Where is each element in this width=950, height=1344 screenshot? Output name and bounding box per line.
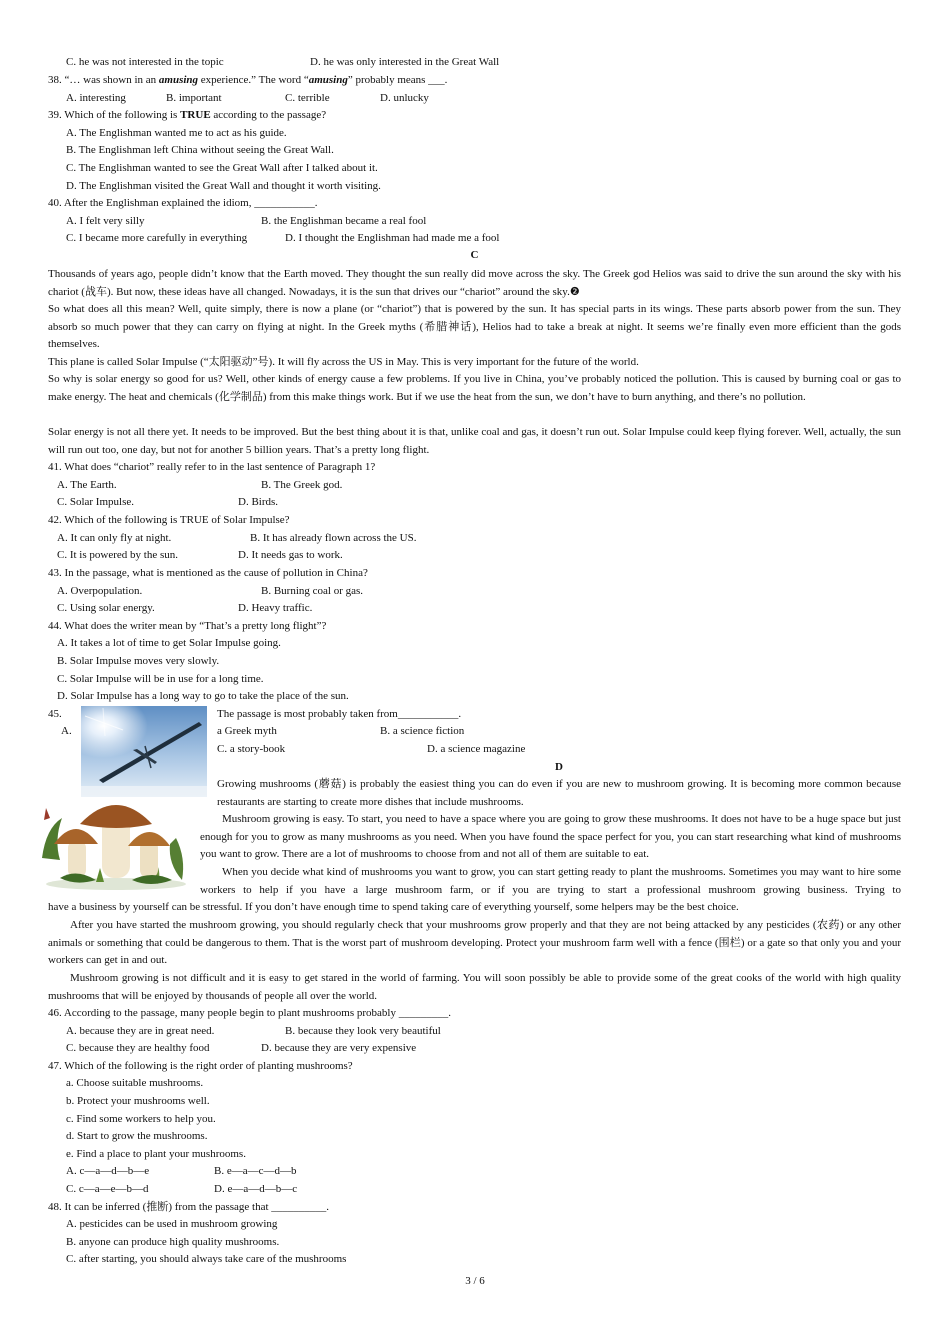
- passage-c-paragraph-2: So what does all this mean? Well, quite simply, there is now a plane (or “chariot”) that is powered by the sun. It has special parts in its wings. These parts absorb power from the sun. They absorb so much power that they can carry on flying at night. In the Greek myths (希腊神话), Helios had to take a break at night. It seems we’re finally even more efficient than the gods themselves.: [48, 303, 901, 351]
- q46-option-c: C. because they are healthy food: [66, 1042, 210, 1054]
- q44-option-c: C. Solar Impulse will be in use for a long time.: [57, 673, 264, 685]
- q48-stem: 48. It can be inferred (推断) from the passage that __________.: [48, 1201, 330, 1213]
- q46-option-d: D. because they are very expensive: [261, 1042, 417, 1054]
- passage-d-heading: D: [555, 761, 563, 773]
- q41-option-c: C. Solar Impulse.: [57, 496, 134, 508]
- q40-option-c: C. I became more carefully in everything: [66, 232, 248, 244]
- q48-option-b: B. anyone can produce high quality mushrooms.: [66, 1236, 280, 1248]
- q47-step-e: e. Find a place to plant your mushrooms.: [66, 1148, 246, 1160]
- q42-option-d: D. It needs gas to work.: [238, 549, 343, 561]
- q43-option-c: C. Using solar energy.: [57, 602, 155, 614]
- passage-c-paragraph-4: So why is solar energy so good for us? Well, other kinds of energy cause a few problems. If you live in China, you’ve probably noticed the pollution. This is caused by burning coal or gas to make energy. The heat and chemicals (化学制品) from this make things work. But if we use the heat from the sun, we don’t have to burn anything, and there’s no pollution.: [48, 373, 901, 403]
- passage-d-paragraph-4: After you have started the mushroom growing, you should regularly check that your mushrooms grow properly and that they are not being attacked by any pesticides (农药) or any other animals or something that could be dangerous to them. That is the worst part of mushroom developing. Protect your mushroom farm well with a fence (围栏) or a gate so that only you and your workers can get in and out.: [48, 919, 901, 967]
- passage-d-paragraph-3: When you decide what kind of mushrooms you want to grow, you can start getting ready to plant the mushrooms. Sometimes you may want to hire some workers to help if you have a large mushroom farm, or if you are trying to start a professional mushroom growing business. Trying to: [200, 866, 901, 896]
- q45-option-b: B. a science fiction: [380, 725, 465, 737]
- q38-stem: 38. “… was shown in an amusing experience.” The word “amusing” probably means ___.: [48, 74, 448, 86]
- q41-option-a: A. The Earth.: [57, 479, 117, 491]
- passage-c-paragraph-1: Thousands of years ago, people didn’t know that the Earth moved. They thought the sun really did move across the sky. The Greek god Helios was said to drive the sun around the sky with his chariot (战车). But now, these ideas have all changed. Nowadays, it is the sun that drives our “chariot” around the sky.❷: [48, 268, 901, 298]
- passage-d-paragraph-1: Growing mushrooms (蘑菇) is probably the easiest thing you can do even if you are new to mushroom growing. It is becoming more common because restaurants are starting to create more dishes that include mushrooms.: [217, 778, 901, 808]
- q40-option-a: A. I felt very silly: [66, 215, 145, 227]
- q39-option-a: A. The Englishman wanted me to act as his guide.: [66, 127, 287, 139]
- q42-option-b: B. It has already flown across the US.: [250, 532, 417, 544]
- q41-option-b: B. The Greek god.: [261, 479, 343, 491]
- q38-option-a: A. interesting: [66, 92, 126, 104]
- q43-stem: 43. In the passage, what is mentioned as the cause of pollution in China?: [48, 567, 368, 579]
- q38-option-d: D. unlucky: [380, 92, 429, 104]
- q46-stem: 46. According to the passage, many people begin to plant mushrooms probably _________.: [48, 1007, 451, 1019]
- q47-option-c: C. c—a—e—b—d: [66, 1183, 149, 1195]
- q45-number: 45.: [48, 708, 62, 720]
- q40-option-d: D. I thought the Englishman had made me a fool: [285, 232, 500, 244]
- q47-step-a: a. Choose suitable mushrooms.: [66, 1077, 204, 1089]
- mushroom-image: [36, 788, 194, 892]
- passage-d-paragraph-2: Mushroom growing is easy. To start, you need to have a space where you are going to grow these mushrooms. It does not have to be a huge space but just enough for you to grow as many mushrooms as you need. When you have found the space perfect for you, you can start researching what kind of mushrooms you want to grow. There are a lot of mushrooms to choose from and not all of them are suitable to eat.: [200, 813, 901, 861]
- q48-option-a: A. pesticides can be used in mushroom growing: [66, 1218, 278, 1230]
- passage-c-paragraph-5: Solar energy is not all there yet. It needs to be improved. But the best thing about it is that, unlike coal and gas, it doesn’t run out. Solar Impulse could keep flying forever. Well, actually, the sun will run out too, one day, but not for another 5 billion years. That’s a pretty long flight.: [48, 426, 901, 456]
- q39-option-c: C. The Englishman wanted to see the Great Wall after I talked about it.: [66, 162, 378, 174]
- q37-option-d: D. he was only interested in the Great Wall: [310, 56, 500, 68]
- q47-step-d: d. Start to grow the mushrooms.: [66, 1130, 208, 1142]
- q39-option-d: D. The Englishman visited the Great Wall and thought it worth visiting.: [66, 180, 381, 192]
- q47-option-d: D. e—a—d—b—c: [214, 1183, 298, 1195]
- q37-option-c: C. he was not interested in the topic: [66, 56, 224, 68]
- q47-stem: 47. Which of the following is the right order of planting mushrooms?: [48, 1060, 353, 1072]
- q46-option-a: A. because they are in great need.: [66, 1025, 215, 1037]
- q39-stem: 39. Which of the following is TRUE according to the passage?: [48, 109, 327, 121]
- q45-stem: The passage is most probably taken from___________.: [217, 708, 462, 720]
- q47-step-c: c. Find some workers to help you.: [66, 1113, 216, 1125]
- q39-option-b: B. The Englishman left China without seeing the Great Wall.: [66, 144, 334, 156]
- q47-option-b: B. e—a—c—d—b: [214, 1165, 297, 1177]
- q45-option-c: C. a story-book: [217, 743, 286, 755]
- q41-stem: 41. What does “chariot” really refer to in the last sentence of Paragraph 1?: [48, 461, 376, 473]
- q44-stem: 44. What does the writer mean by “That’s a pretty long flight”?: [48, 620, 327, 632]
- q45-option-a-label: A.: [61, 725, 72, 737]
- passage-d-paragraph-5: Mushroom growing is not difficult and it is easy to get stared in the world of farming. You will soon possibly be able to provide some of the great cooks of the world with high quality mushrooms that will be enjoyed by thousands of people all over the world.: [48, 972, 901, 1002]
- q48-option-c: C. after starting, you should always take care of the mushrooms: [66, 1253, 347, 1265]
- q42-option-a: A. It can only fly at night.: [57, 532, 172, 544]
- q38-option-b: B. important: [166, 92, 222, 104]
- q44-option-b: B. Solar Impulse moves very slowly.: [57, 655, 220, 667]
- q44-option-d: D. Solar Impulse has a long way to go to take the place of the sun.: [57, 690, 349, 702]
- q40-stem: 40. After the Englishman explained the idiom, ___________.: [48, 197, 318, 209]
- q44-option-a: A. It takes a lot of time to get Solar Impulse going.: [57, 637, 281, 649]
- passage-c-heading: C: [470, 249, 479, 261]
- q47-step-b: b. Protect your mushrooms well.: [66, 1095, 210, 1107]
- q47-option-a: A. c—a—d—b—e: [66, 1165, 150, 1177]
- q38-option-c: C. terrible: [285, 92, 330, 104]
- passage-c-paragraph-3: This plane is called Solar Impulse (“太阳驱动”号). It will fly across the US in May. This is very important for the future of the world.: [48, 356, 639, 368]
- page-number: 3 / 6: [465, 1275, 485, 1287]
- solar-plane-image: [81, 706, 207, 797]
- q42-stem: 42. Which of the following is TRUE of Solar Impulse?: [48, 514, 290, 526]
- q43-option-d: D. Heavy traffic.: [238, 602, 313, 614]
- q41-option-d: D. Birds.: [238, 496, 279, 508]
- passage-d-paragraph-3-continued: have a business by yourself can be stressful. If you don’t have enough time to spend taking care of everything yourself, some helpers may be the best choice.: [48, 901, 739, 913]
- q46-option-b: B. because they look very beautiful: [285, 1025, 441, 1037]
- q45-option-d: D. a science magazine: [427, 743, 526, 755]
- q43-option-a: A. Overpopulation.: [57, 585, 143, 597]
- q43-option-b: B. Burning coal or gas.: [261, 585, 364, 597]
- q40-option-b: B. the Englishman became a real fool: [261, 215, 427, 227]
- q45-option-a: a Greek myth: [217, 725, 277, 737]
- q42-option-c: C. It is powered by the sun.: [57, 549, 178, 561]
